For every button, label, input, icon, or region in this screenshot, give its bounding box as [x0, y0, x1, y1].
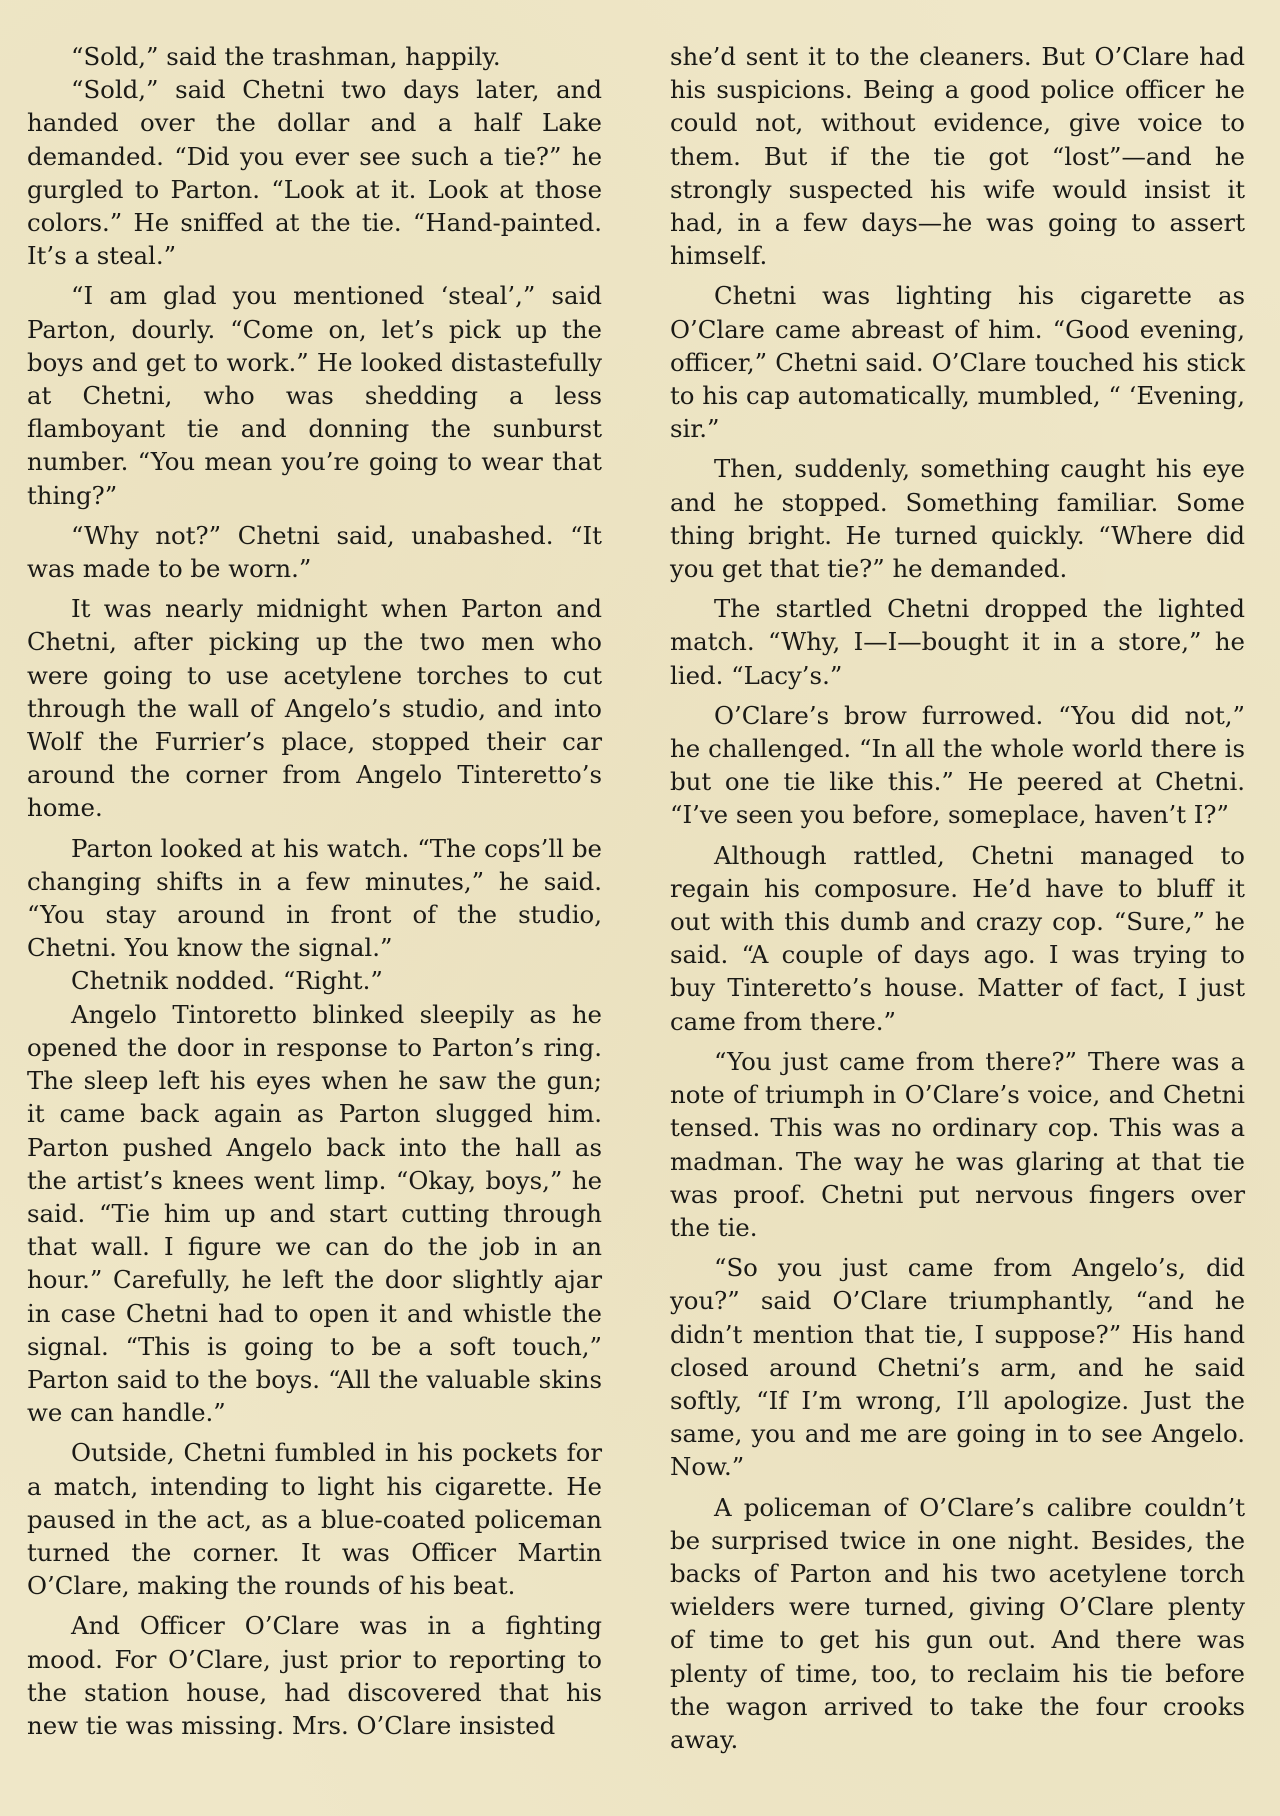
paragraph: And Officer O’Clare was in a fighting mood. For O’Clare, just prior to reporting to the station house, had discovered that his new tie was missing. Mrs. O’Clare insisted	[27, 1611, 602, 1740]
paragraph: “Why not?” Chetni said, unabashed. “It was made to be worn.”	[27, 520, 602, 584]
right-text-column	[670, 40, 1245, 1756]
paragraph: Chetnik nodded. “Right.”	[71, 966, 383, 996]
paragraph: Angelo Tintoretto blinked sleepily as he opened the door in response to Parton’s ring. The sleep left his eyes when he saw the gun; it came back again as Parton slugged him. Parton pushed Angelo back into the hall as the artist’s knees went limp. “Okay, boys,” he said. “Tie him up and start cutting through that wall. I figure we can do the job in an hour.” Carefully, he left the door slightly ajar in case Chetni had to open it and whistle the signal. “This is going to be a soft touch,” Parton said to the boys. “All the valuable skins we can handle.”	[27, 999, 602, 1428]
paragraph: “So you just came from Angelo’s, did you?” said O’Clare triumphantly, “and he didn’t mention that tie, I suppose?” His hand closed around Chetni’s arm, and he said softly, “If I’m wrong, I’ll apologize. Just the same, you and me are going in to see Angelo. Now.”	[670, 1253, 1245, 1482]
paragraph: “Sold,” said the trashman, happily.	[71, 42, 501, 71]
paragraph: Although rattled, Chetni managed to regain his composure. He’d have to bluff it out with this dumb and crazy cop. “Sure,” he said. “A couple of days ago. I was trying to buy Tinteretto’s house. Matter of fact, I just came from there.”	[670, 840, 1245, 1036]
paragraph: Parton looked at his watch. “The cops’ll be changing shifts in a few minutes,” he said. “You stay around in front of the studio, Chetni. You know the signal.”	[27, 833, 602, 963]
paragraph: Chetni was lighting his cigarette as O’Clare came abreast of him. “Good evening, officer,” Chetni said. O’Clare touched his stick to his cap automatically, mumbled, “ ‘Evening, sir.”	[670, 281, 1245, 444]
left-text-column	[27, 40, 602, 1742]
paragraph: O’Clare’s brow furrowed. “You did not,” he challenged. “In all the whole world there is but one tie like this.” He peered at Chetni. “I’ve seen you before, someplace, haven’t I?”	[670, 700, 1245, 830]
paragraph: The startled Chetni dropped the lighted match. “Why, I—I—bought it in a store,” he lied. “Lacy’s.”	[670, 594, 1245, 690]
paragraph: “Sold,” said Chetni two days later, and handed over the dollar and a half Lake demanded. “Did you ever see such a tie?” he gurgled to Parton. “Look at it. Look at those colors.” He sniffed at the tie. “Hand-painted. It’s a steal.”	[27, 75, 602, 271]
paragraph: It was nearly midnight when Parton and Chetni, after picking up the two men who were going to use acetylene torches to cut through the wall of Angelo’s studio, and into Wolf the Furrier’s place, stopped their car around the corner from Angelo Tinteretto’s home.	[27, 594, 602, 823]
paragraph: A policeman of O’Clare’s calibre couldn’t be surprised twice in one night. Besides, the backs of Parton and his two acetylene torch wielders were turned, giving O’Clare plenty of time to get his gun out. And there was plenty of time, too, to reclaim his tie before the wagon arrived to take the four crooks away.	[670, 1492, 1245, 1754]
paragraph: Then, suddenly, something caught his eye and he stopped. Something familiar. Some thing bright. He turned quickly. “Where did you get that tie?” he demanded.	[670, 454, 1245, 584]
paragraph: she’d sent it to the cleaners. But O’Clare had his suspicions. Being a good police officer he could not, without evidence, give voice to them. But if the tie got “lost”—and he strongly suspected his wife would insist it had, in a few days—he was going to assert himself.	[670, 42, 1245, 271]
paragraph: Outside, Chetni fumbled in his pockets for a match, intending to light his cigarette. He paused in the act, as a blue-coated policeman turned the corner. It was Officer Martin O’Clare, making the rounds of his beat.	[27, 1438, 602, 1601]
paragraph: “I am glad you mentioned ‘steal’,” said Parton, dourly. “Come on, let’s pick up the boys and get to work.” He looked distastefully at Chetni, who was shedding a less flamboyant tie and donning the sunburst number. “You mean you’re going to wear that thing?”	[27, 281, 602, 510]
paragraph: “You just came from there?” There was a note of triumph in O’Clare’s voice, and Chetni tensed. This was no ordinary cop. This was a madman. The way he was glaring at that tie was proof. Chetni put nervous fingers over the tie.	[670, 1046, 1245, 1242]
